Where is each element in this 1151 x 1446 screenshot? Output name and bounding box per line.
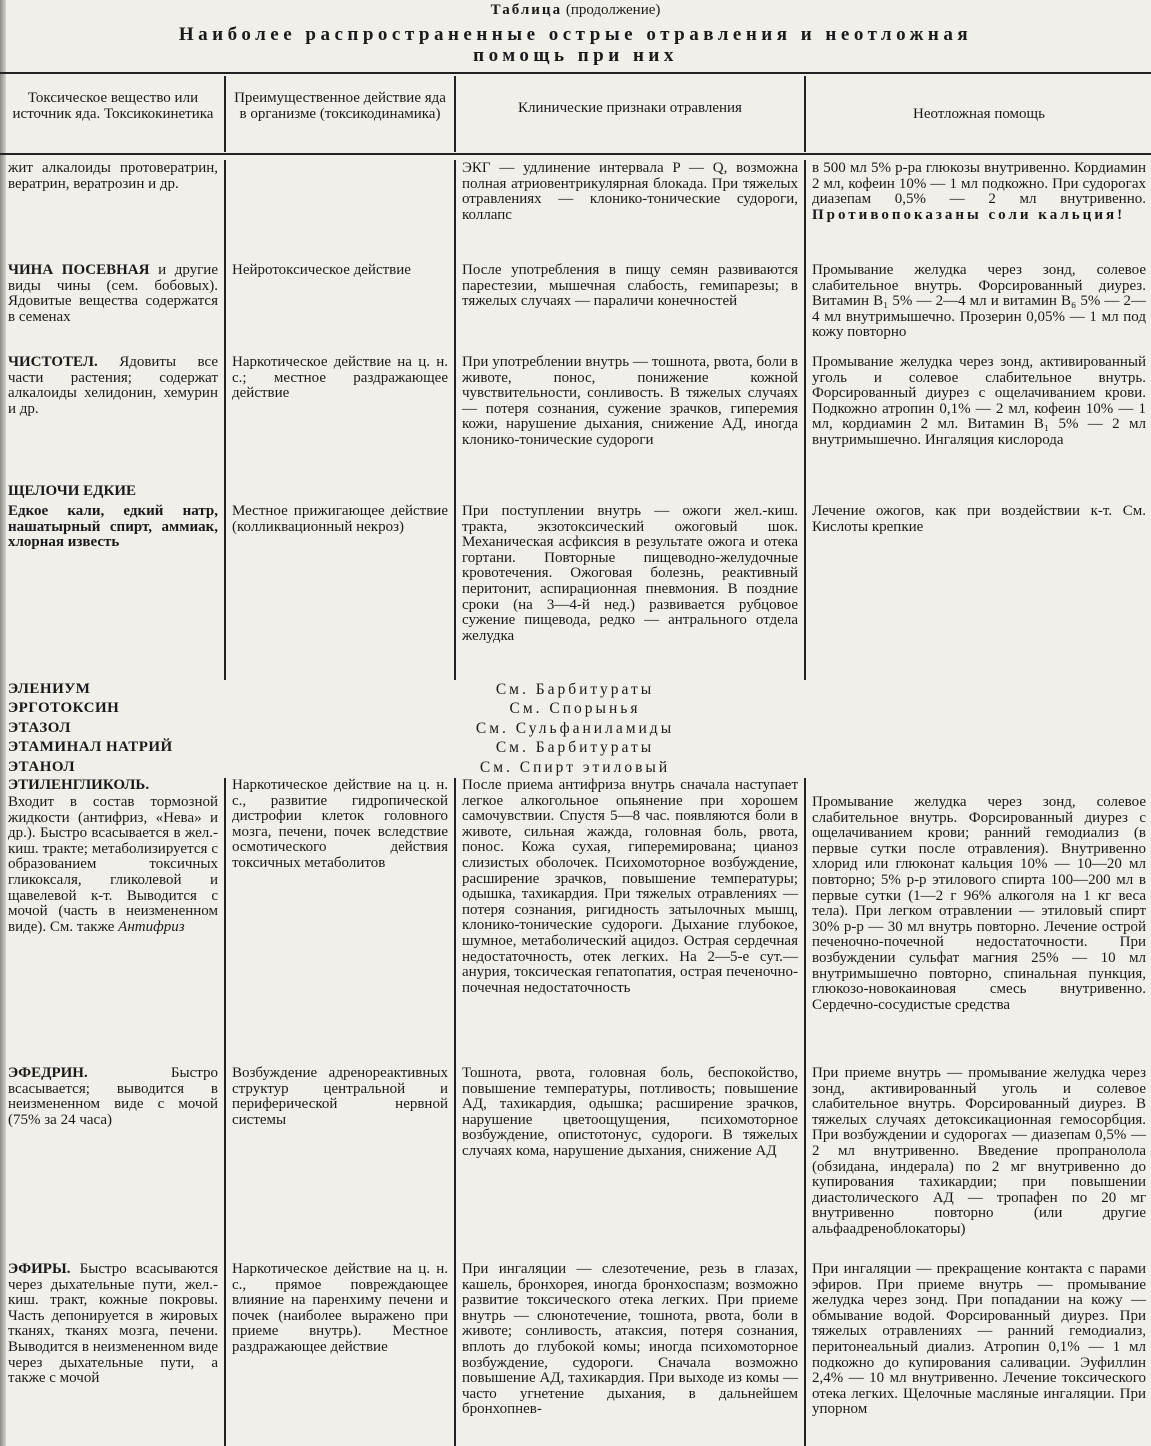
see-ref-target: См. Барбитураты [495, 739, 655, 756]
row-chistotel-help: Промывание желудка через зонд, активированный уголь и солевое слабительное внутрь. Форсированный диурез с ощелачиванием крови. Подкожно атропин 0,1% — 2 мл, кофеин 10% — 1 мл, кордиамин 2 мл. Витамин B₁ 5% — 2 мл внутримышечно. Ингаляция кислорода [812, 354, 1146, 448]
column-header-action: Преимущественное действие яда в организме (токсикодинамика) [234, 90, 446, 122]
row-shchelochi-signs: При поступлении внутрь — ожоги жел.-киш. тракта, экзотоксический ожоговый шок. Механическая асфиксия в результате ожога и отека гортани. Повторные пищеводно-желудочные кровотечения. Ожоговая болезнь, реактивный перитонит, аспирационная пневмония. В поздние сроки (на 3—4-й нед.) развивается рубцовое сужение пищевода, редко — антрального отдела желудка [462, 503, 798, 644]
row-efedrin-signs: Тошнота, рвота, головная боль, беспокойство, повышение температуры, потливость; повышение АД, тахикардия, одышка; расширение зрачков, нарушение цветоощущения, психомоторное возбуждение, опистотонус, судороги. В тяжелых случаях кома, нарушение дыхания, снижение АД [462, 1065, 798, 1159]
row-cont-signs: ЭКГ — удлинение интервала P — Q, возможна полная атриовентрикулярная блокада. При тяжелых отравлениях — клонико-тонические судороги, коллапс [462, 160, 798, 223]
row-efiry-help: При ингаляции — прекращение контакта с парами эфиров. При приеме внутрь — промывание желудка через зонд. При попадании на кожу — обмывание водой. Форсированный диурез. При тяжелых отравлениях — ранний гемодиализ, перитонеальный диализ. Атропин 0,1% — 1 мл подкожно до купирования саливации. Эуфиллин 2,4% — 10 мл внутривенно. Лечение токсического отека легких. Щелочные масляные ингаляции. При упорном [812, 1261, 1146, 1418]
column-header-signs: Клинические признаки отравления [518, 100, 742, 116]
row-etilenglikol-name: ЭТИЛЕНГЛИКОЛЬ. [8, 777, 150, 793]
see-ref-target: См. Спорынья [509, 700, 641, 717]
col-divider-3 [804, 76, 806, 152]
row-efedrin-help: При приеме внутрь — промывание желудка через зонд, активированный уголь и солевое слабительное внутрь. Форсированный диурез. В тяжелых случаях детоксикационная гемосорбция. При возбуждении и судорогах — диазепам 0,5% — 2 мл внутривенно. Введение пропранолола (обзидана, индерала) по 2 мг внутривенно до купирования тахикардии; при повышении диастолического АД — тропафен по 20 мг внутривенно повторно (или другие альфаадреноблокаторы) [812, 1065, 1146, 1237]
row-china-help: Промывание желудка через зонд, солевое слабительное внутрь. Форсированный диурез. Витамин B₁ 5% — 2—4 мл и витамин B₆ 5% — 2—4 мл внутримышечно. Прозерин 0,05% — 1 мл под кожу повторно [812, 262, 1146, 341]
col-divider-2 [454, 76, 456, 152]
row-china-substance: ЧИНА ПОСЕВНАЯ и другие виды чины (сем. бобовых). Ядовитые вещества содержатся в семенах [8, 262, 218, 325]
row-shchelochi-action: Местное прижигающее действие (колликвационный некроз) [232, 503, 448, 535]
see-ref-name: ЭРГОТОКСИН [8, 700, 120, 716]
rule-header-bottom [0, 153, 1151, 155]
col-divider-3-body-a [804, 160, 806, 680]
row-efiry-signs: При ингаляции — слезотечение, резь в глазах, кашель, бронхорея, иногда бронхоспазм; возможно развитие токсического отека легких. При приеме внутрь — слюнотечение, тошнота, рвота, боли в животе; сонливость, атаксия, потеря сознания, вплоть до глубокой комы; иногда психомоторное возбуждение, судороги. Сначала возможно повышение АД, тахикардия. При выходе из комы — часто угнетение дыхания, в дальнейшем бронхопнев- [462, 1261, 798, 1418]
see-ref-name: ЭЛЕНИУМ [8, 681, 91, 697]
see-ref-name: ЭТАМИНАЛ НАТРИЙ [8, 739, 173, 755]
row-chistotel-signs: При употреблении внутрь — тошнота, рвота, боли в животе, понос, понижение кожной чувствительности, сонливость. В тяжелых случаях — потеря сознания, сужение зрачков, гиперемия кожи, нарушение дыхания, снижение АД, иногда клонико-тонические судороги [462, 354, 798, 448]
row-efedrin-action: Возбуждение адренореактивных структур центральной и периферической нервной системы [232, 1065, 448, 1128]
row-etilenglikol-action: Наркотическое действие на ц. н. с., развитие гидропической дистрофии клеток головного мозга, печени, почек вследствие осмотического действия токсичных метаболитов [232, 777, 448, 871]
see-ref-name: ЭТАНОЛ [8, 759, 76, 775]
row-efiry-action: Наркотическое действие на ц. н. с., прямое повреждающее влияние на паренхиму печени и почек (наиболее выражено при приеме внутрь). Местное раздражающее действие [232, 1261, 448, 1355]
see-ref-target: См. Спирт этиловый [479, 759, 671, 776]
see-ref-name: ЭТАЗОЛ [8, 720, 71, 736]
table-title: Наиболее распространенные острые отравления и неотложная помощь при них [178, 24, 973, 66]
col-divider-1-body-b [224, 778, 226, 1446]
row-cont-substance: жит алкалоиды протовератрин, вератрин, вератрозин и др. [8, 160, 218, 192]
row-chistotel-substance: ЧИСТОТЕЛ. Ядовиты все части растения; содержат алкалоиды хелидонин, хемурин и др. [8, 354, 219, 417]
row-etilenglikol-signs: После приема антифриза внутрь сначала наступает легкое алкогольное опьянение при хорошем самочувствии. Спустя 5—8 час. появляются боли в животе, сильная жажда, головная боль, рвота, понос. Кожа сухая, гиперемирована; цианоз слизистых оболочек. Психомоторное возбуждение, расширение зрачков, повышение температуры; одышка, тахикардия. При тяжелых отравлениях — потеря сознания, ригидность затылочных мышц, клонико-тонические судороги. Дыхание глубокое, шумное, метаболический ацидоз. Острая сердечная недостаточность, отек легких. На 2—5-е сут.— анурия, токсическая гепатопатия, острая печеночно-почечная недостаточность [462, 777, 798, 996]
row-shchelochi-substance: Едкое кали, едкий натр, нашатырный спирт, аммиак, хлорная известь [8, 503, 218, 551]
page-edge-shadow [0, 0, 6, 1446]
row-china-action: Нейротоксическое действие [232, 262, 411, 278]
col-divider-3-body-b [804, 778, 806, 1446]
row-efiry-substance: ЭФИРЫ. Быстро всасываются через дыхательные пути, жел.-киш. тракт, кожные покровы. Часть депонируется в жировых тканях, тканях мозга, печени. Выводится в неизмененном виде через дыхательные пути, а также с мочой [8, 1261, 218, 1387]
row-etilenglikol-help: Промывание желудка через зонд, солевое слабительное внутрь. Форсированный диурез с ощелачиванием крови; ранний гемодиализ (в первые сутки после отравления). Внутривенно хлорид или глюконат кальция 10% — 10—20 мл повторно; 5% р-р этилового спирта 100—200 мл в первые сутки (1—2 г 96% алкоголя на 1 кг веса тела). При легком отравлении — этиловый спирт 30% р-р — 30 мл внутрь повторно. Лечение острой печеночно-почечной недостаточности. При возбуждении сульфат магния 25% — 10 мл внутримышечно повторно, спинальная пункция, глюкозо-новокаиновая смесь внутривенно. Сердечно-сосудистые средства [812, 794, 1146, 1013]
row-china-signs: После употребления в пищу семян развиваются парестезии, мышечная слабость, гемипарезы; в тяжелых случаях — параличи конечностей [462, 262, 798, 310]
see-ref-target: См. Сульфаниламиды [475, 720, 675, 737]
table-continuation-label: Таблица (продолжение) [490, 2, 661, 18]
row-chistotel-action: Наркотическое действие на ц. н. с.; местное раздражающее действие [232, 354, 448, 402]
row-shchelochi-name: ЩЕЛОЧИ ЕДКИЕ [8, 483, 137, 499]
col-divider-1-body-a [224, 160, 226, 680]
col-divider-2-body-a [454, 160, 456, 680]
col-divider-2-body-b [454, 778, 456, 1446]
row-efedrin-substance: ЭФЕДРИН. Быстро всасывается; выводится в неизмененном виде с мочой (75% за 24 часа) [8, 1065, 218, 1128]
column-header-substance: Токсическое вещество или источник яда. Токсикокинетика [12, 90, 214, 122]
see-ref-target: См. Барбитураты [495, 681, 655, 698]
row-shchelochi-help: Лечение ожогов, как при воздействии к-т. См. Кислоты крепкие [812, 503, 1146, 535]
col-divider-1 [224, 76, 226, 152]
row-cont-help: в 500 мл 5% р-ра глюкозы внутривенно. Кордиамин 2 мл, кофеин 10% — 1 мл подкожно. При судорогах диазепам 0,5% — 2 мл внутривенно. Противопоказаны соли кальция! [812, 160, 1146, 223]
rule-top [0, 72, 1151, 74]
row-etilenglikol-substance: Входит в состав тормозной жидкости (антифриз, «Нева» и др.). Быстро всасывается в жел.-киш. тракте; метаболизируется с образованием токсичных гликоксаля, гликолевой и щавелевой к-т. Выводится с мочой (часть в неизмененном виде). См. также Антифриз [8, 794, 218, 935]
column-header-help: Неотложная помощь [913, 106, 1045, 122]
